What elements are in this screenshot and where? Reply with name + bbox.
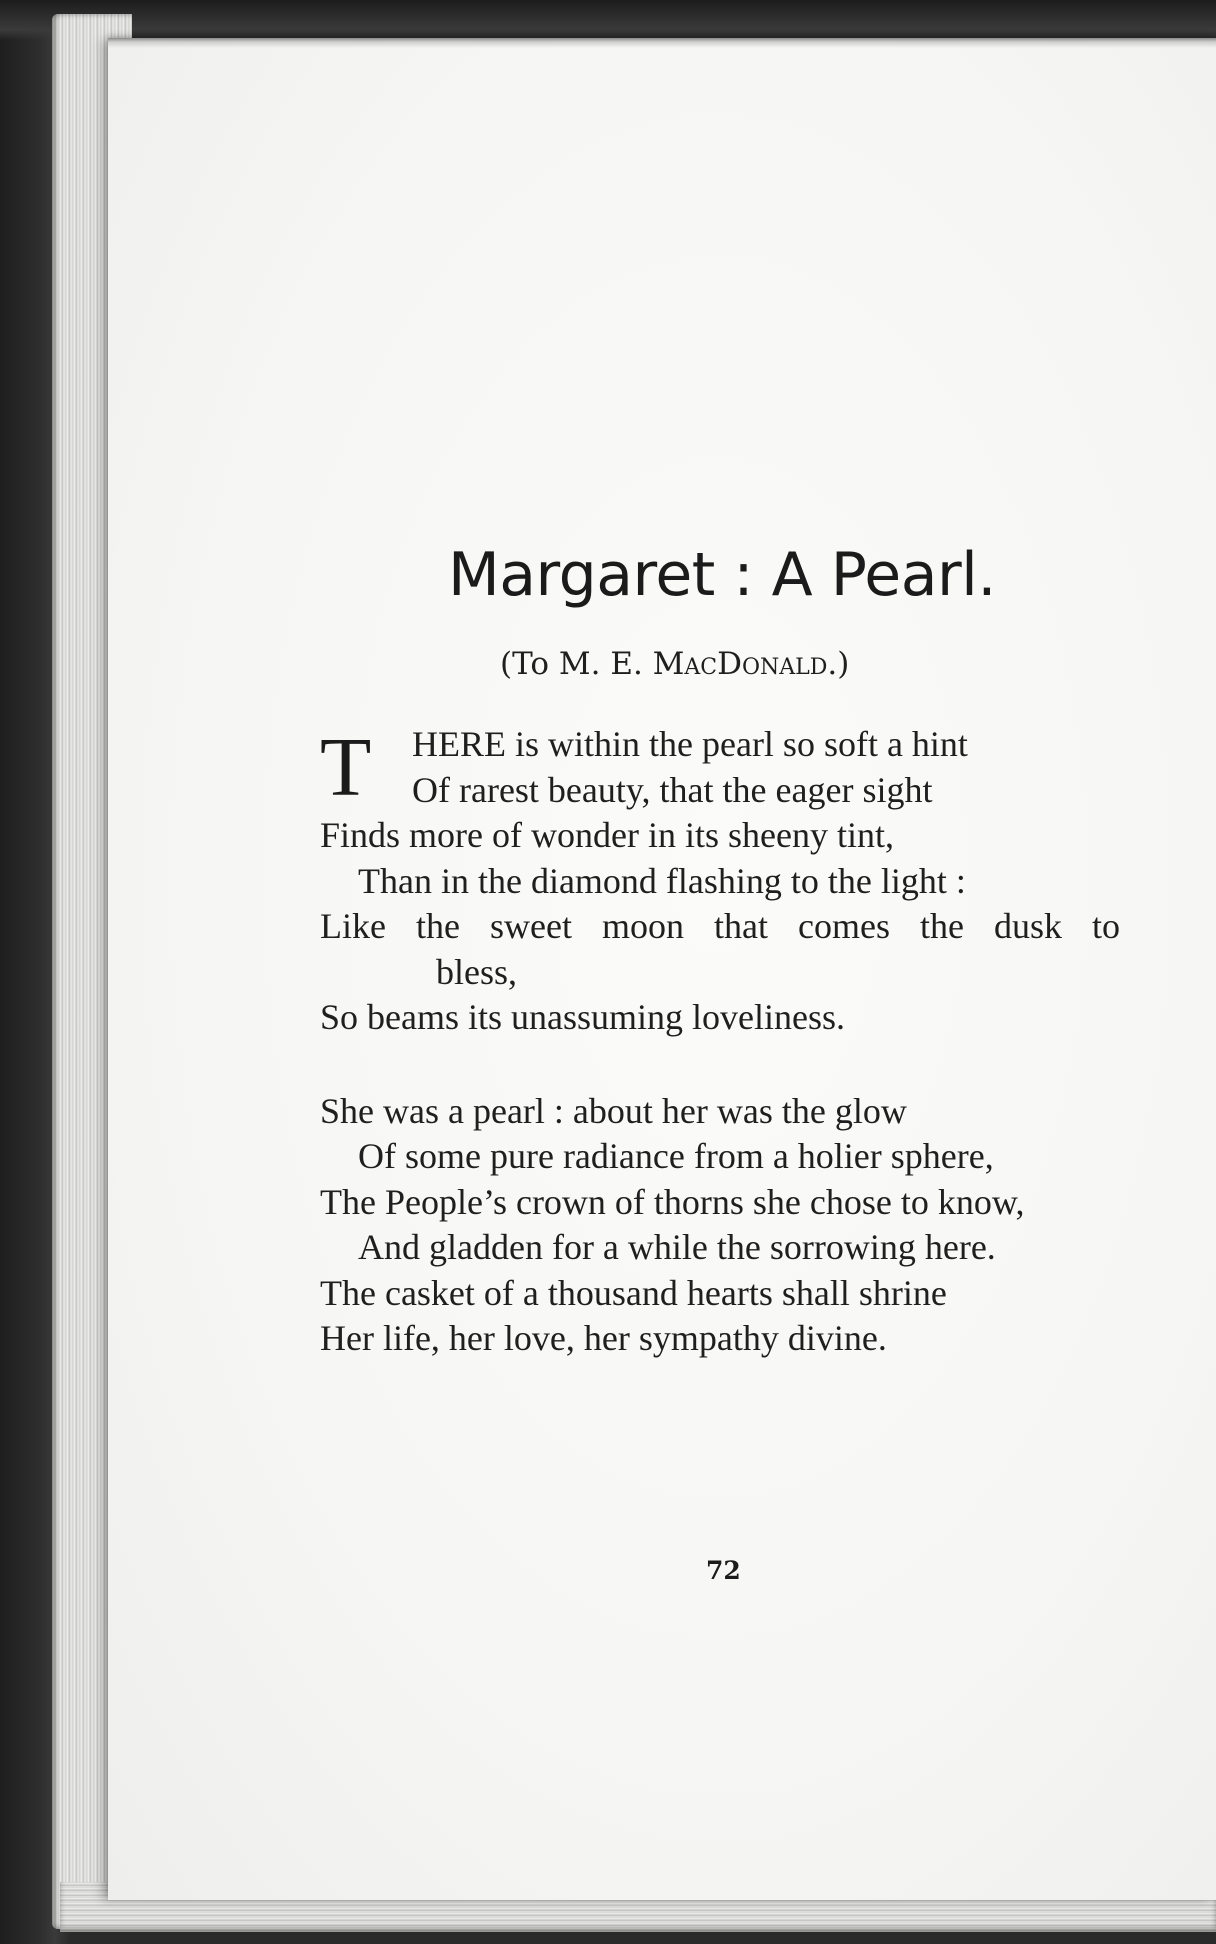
poem-line: Of some pure radiance from a holier sphere, <box>358 1136 994 1176</box>
page-number: 72 <box>706 1556 741 1585</box>
poem-line: The casket of a thousand hearts shall shrine <box>320 1272 947 1313</box>
poem-line: The People’s crown of thorns she chose to know, <box>320 1181 1025 1222</box>
poem-line: Like the sweet moon that comes the dusk to <box>320 906 1120 946</box>
poem-line: Of rarest beauty, that the eager sight <box>412 769 933 810</box>
dedication-prefix: (To M. E. <box>500 646 653 682</box>
poem-line: Than in the diamond flashing to the light : <box>358 860 966 901</box>
scan-background-top <box>0 0 1216 40</box>
stanza-2 <box>320 1089 1120 1362</box>
stanza-1 <box>320 722 1120 1041</box>
dedication-suffix: .) <box>827 646 850 682</box>
poem-line: bless, <box>436 951 517 992</box>
poem-line: So beams its unassuming loveliness. <box>320 997 845 1037</box>
poem-line: Finds more of wonder in its sheeny tint, <box>320 815 894 855</box>
poem-line: She was a pearl : about her was the glow <box>320 1090 907 1131</box>
poem-line: Her life, her love, her sympathy divine. <box>320 1318 887 1358</box>
dedication-name: MacDonald <box>652 646 828 682</box>
poem-dedication <box>500 646 980 682</box>
poem-line: HERE is within the pearl so soft a hint <box>412 724 968 764</box>
poem-line: And gladden for a while the sorrowing here. <box>358 1227 996 1267</box>
drop-cap: T <box>320 721 372 814</box>
poem-title: Margaret : A Pearl. <box>448 540 996 610</box>
poem-body <box>320 722 1120 1362</box>
page-top-edge <box>108 38 1216 48</box>
